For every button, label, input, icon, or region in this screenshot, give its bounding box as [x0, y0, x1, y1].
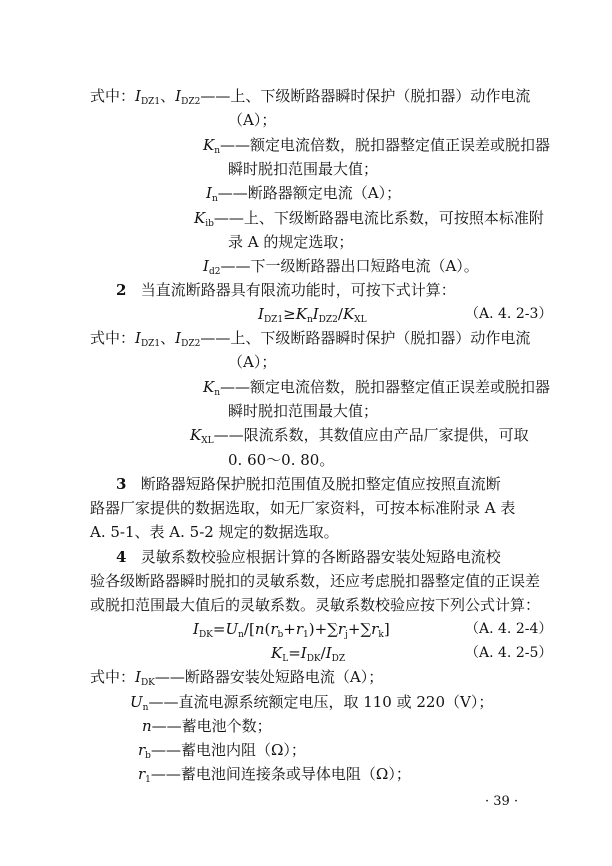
- where-line-r1: [138, 764, 411, 790]
- item-number: 3: [116, 475, 127, 493]
- symbol-idz2: $I_{DZ2}$: [175, 87, 201, 107]
- dash: ——: [148, 693, 179, 711]
- where-line-idz: [90, 86, 530, 112]
- symbol-un: $U_n$: [130, 693, 149, 713]
- dash: ——: [150, 741, 181, 759]
- dash: ——: [150, 765, 181, 783]
- formula-a423: $I_{DZ1}\ge K_nI_{DZ2}/K_{XL}$: [258, 305, 367, 325]
- where-line-kxl: [190, 425, 529, 451]
- symbol-idk: $I_{DK}$: [135, 668, 155, 688]
- dash: ——: [200, 87, 231, 105]
- item-number: 2: [116, 281, 127, 299]
- separator: 、: [160, 329, 176, 347]
- symbol-rb: $r_b$: [138, 741, 151, 761]
- definition-kn: 额定电流倍数，脱扣器整定值正误差或脱扣器: [250, 136, 551, 154]
- where-line-rb: [138, 740, 306, 766]
- definition-kib-cont: 录 A 的规定选取；: [228, 233, 354, 251]
- symbol-n: n: [142, 717, 152, 735]
- page-number: · 39 ·: [485, 794, 519, 809]
- definition-kib: 上、下级断路器电流比系数，可按照本标准附: [243, 209, 544, 227]
- dash: ——: [213, 426, 244, 444]
- where-label: 式中：: [90, 329, 136, 347]
- definition-idz: 上、下级断路器瞬时保护（脱扣器）动作电流: [230, 87, 531, 105]
- definition-n: 蓄电池个数；: [181, 717, 272, 735]
- dash: ——: [220, 257, 251, 275]
- where-label: 式中：: [90, 668, 136, 686]
- item-4-line-2: 验各级断路器瞬时脱扣的灵敏系数，还应考虑脱扣器整定值的正误差: [90, 572, 541, 590]
- where-line-kib: [194, 208, 544, 234]
- where-line-idk: [90, 667, 383, 693]
- definition-id2: 下一级断路器出口短路电流（A）。: [250, 257, 479, 275]
- symbol-kib: $K_{ib}$: [194, 209, 214, 229]
- definition-kxl: 限流系数，其数值应由产品厂家提供，可取: [243, 426, 529, 444]
- definition-kxl-cont: 0. 60～0. 80。: [228, 451, 335, 469]
- item-text: 当直流断路器具有限流功能时，可按下式计算：: [140, 281, 456, 299]
- symbol-kn: $K_n$: [203, 378, 221, 398]
- dash: ——: [220, 378, 251, 396]
- definition-idz-cont: （A）；: [228, 111, 277, 129]
- item-4-text-1: 灵敏系数校验应根据计算的各断路器安装处短路电流校: [140, 548, 501, 566]
- symbol-id2: $I_{d2}$: [203, 257, 221, 277]
- where-line-kn: [203, 135, 550, 161]
- separator: 、: [160, 87, 176, 105]
- where-line-in: [206, 183, 401, 209]
- definition-kn: 额定电流倍数，脱扣器整定值正误差或脱扣器: [250, 378, 551, 396]
- where-line-id2: [203, 256, 479, 282]
- definition-idk: 断路器安装处短路电流（A）；: [184, 668, 384, 686]
- symbol-in: $I_n$: [206, 184, 218, 204]
- formula-a425: $K_L=I_{DK}/I_{DZ}$: [271, 644, 346, 664]
- dash: ——: [220, 136, 251, 154]
- definition-kn-cont: 瞬时脱扣范围最大值；: [228, 160, 379, 178]
- formula-a424: $I_{DK}=U_n/[n(r_b+r_1)+\sum r_j+\sum r_k]$: [193, 620, 390, 640]
- symbol-kn: $K_n$: [203, 136, 221, 156]
- definition-un: 直流电源系统额定电压，取 110 或 220（V）；: [178, 693, 494, 711]
- item-3-line-1: [116, 474, 501, 494]
- item-4-line-1: [116, 547, 501, 567]
- item-number: 4: [116, 548, 127, 566]
- dash: ——: [200, 329, 231, 347]
- dash: ——: [154, 668, 185, 686]
- symbol-kxl: $K_{XL}$: [190, 426, 214, 446]
- equation-number-a423: （A. 4. 2-3）: [465, 306, 553, 322]
- dash: ——: [151, 717, 182, 735]
- definition-r1: 蓄电池间连接条或导体电阻（Ω）；: [180, 765, 411, 783]
- symbol-r1: $r_1$: [138, 765, 151, 785]
- equation-number-a425: （A. 4. 2-5）: [465, 645, 553, 661]
- symbol-idz1: $I_{DZ1}$: [135, 329, 161, 349]
- item-2: [116, 280, 456, 300]
- where-line-kn-2: [203, 377, 550, 403]
- definition-idz: 上、下级断路器瞬时保护（脱扣器）动作电流: [230, 329, 531, 347]
- dash: ——: [217, 184, 248, 202]
- dash: ——: [213, 209, 244, 227]
- where-line-un: [130, 692, 493, 718]
- symbol-idz2: $I_{DZ2}$: [175, 329, 201, 349]
- item-3-line-3: A. 5-1、表 A. 5-2 规定的数据选取。: [90, 523, 339, 541]
- where-line-idz-2: [90, 328, 530, 354]
- equation-number-a424: （A. 4. 2-4）: [465, 621, 553, 637]
- item-4-line-3: 或脱扣范围最大值后的灵敏系数。灵敏系数校验应按下列公式计算：: [90, 596, 541, 614]
- item-3-line-2: 路器厂家提供的数据选取，如无厂家资料，可按本标准附录 A 表: [90, 499, 516, 517]
- where-line-n: [142, 716, 272, 736]
- definition-idz-cont: （A）；: [228, 353, 277, 371]
- where-label: 式中：: [90, 87, 136, 105]
- symbol-idz1: $I_{DZ1}$: [135, 87, 161, 107]
- definition-in: 断路器额定电流（A）；: [247, 184, 402, 202]
- definition-rb: 蓄电池内阻（Ω）；: [180, 741, 306, 759]
- definition-kn-cont: 瞬时脱扣范围最大值；: [228, 402, 379, 420]
- item-3-text-1: 断路器短路保护脱扣范围值及脱扣整定值应按照直流断: [140, 475, 501, 493]
